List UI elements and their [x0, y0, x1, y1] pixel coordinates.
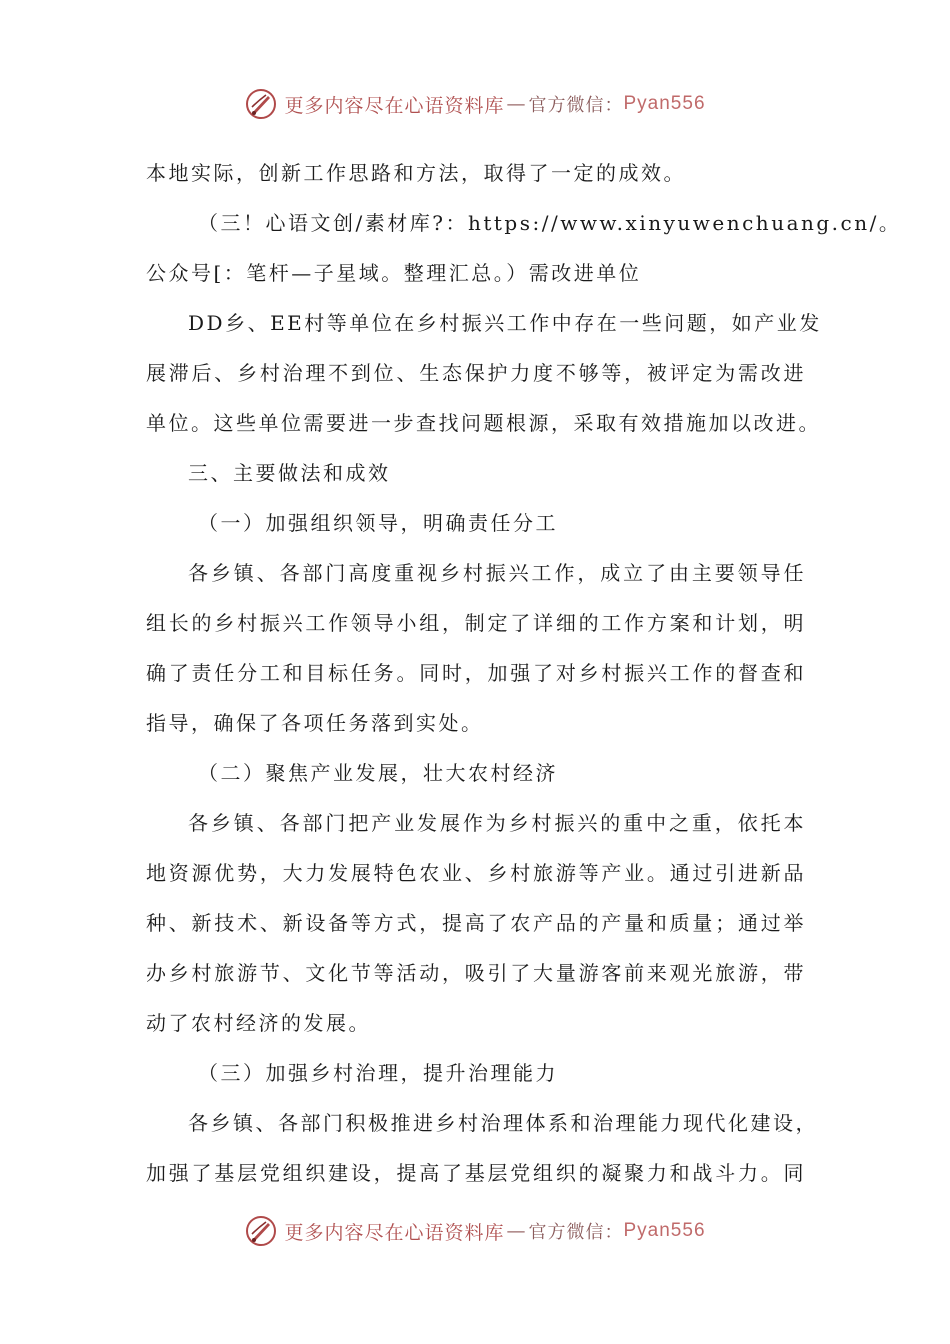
quill-logo-icon	[244, 87, 278, 121]
paragraph-line: 确了责任分工和目标任务。同时，加强了对乡村振兴工作的督查和	[146, 661, 806, 685]
subsection-heading: （三）加强乡村治理，提升治理能力	[198, 1061, 558, 1085]
banner-separator: —	[506, 93, 527, 115]
paragraph-line: （三！心语文创/素材库?：https://www.xinyuwenchuang.cn/。	[198, 211, 902, 235]
paragraph-line: 地资源优势，大力发展特色农业、乡村旅游等产业。通过引进新品	[146, 861, 806, 885]
paragraph-line: 单位。这些单位需要进一步查找问题根源，采取有效措施加以改进。	[146, 411, 821, 435]
banner-wechat-label: 官方微信：	[528, 1222, 624, 1243]
banner-brand: 更多内容尽在心语资料库	[284, 94, 505, 117]
banner-brand: 更多内容尽在心语资料库	[284, 1221, 505, 1244]
document-body	[146, 148, 902, 1198]
paragraph-line: 组长的乡村振兴工作领导小组，制定了详细的工作方案和计划，明	[146, 611, 806, 635]
footer-watermark-banner	[0, 1211, 950, 1251]
paragraph-line: 动了农村经济的发展。	[146, 1011, 371, 1035]
paragraph-line: 办乡村旅游节、文化节等活动，吸引了大量游客前来观光旅游，带	[146, 961, 806, 985]
subsection-heading: （一）加强组织领导，明确责任分工	[198, 511, 558, 535]
paragraph-line: 加强了基层党组织建设，提高了基层党组织的凝聚力和战斗力。同	[146, 1161, 806, 1185]
paragraph-line: 本地实际，创新工作思路和方法，取得了一定的成效。	[146, 161, 686, 185]
quill-logo-icon	[244, 1214, 278, 1248]
paragraph-line: 种、新技术、新设备等方式，提高了农产品的产量和质量；通过举	[146, 911, 806, 935]
banner-wechat-id: Pyan556	[623, 1220, 706, 1241]
banner-wechat-label: 官方微信：	[528, 95, 624, 116]
paragraph-line: 各乡镇、各部门把产业发展作为乡村振兴的重中之重，依托本	[188, 811, 806, 835]
paragraph-line: DD乡、EE村等单位在乡村振兴工作中存在一些问题，如产业发	[188, 311, 822, 335]
banner-separator: —	[506, 1220, 527, 1242]
subsection-heading: （二）聚焦产业发展，壮大农村经济	[198, 761, 558, 785]
paragraph-line: 指导，确保了各项任务落到实处。	[146, 711, 484, 735]
paragraph-line: 展滞后、乡村治理不到位、生态保护力度不够等，被评定为需改进	[146, 361, 806, 385]
section-heading: 三、主要做法和成效	[188, 461, 391, 485]
paragraph-line: 各乡镇、各部门积极推进乡村治理体系和治理能力现代化建设，	[188, 1111, 818, 1135]
paragraph-line: 各乡镇、各部门高度重视乡村振兴工作，成立了由主要领导任	[188, 561, 806, 585]
header-watermark-banner	[0, 84, 950, 124]
paragraph-line: 公众号[：笔杆—子星域。整理汇总。）需改进单位	[146, 261, 642, 285]
banner-wechat-id: Pyan556	[623, 93, 706, 114]
